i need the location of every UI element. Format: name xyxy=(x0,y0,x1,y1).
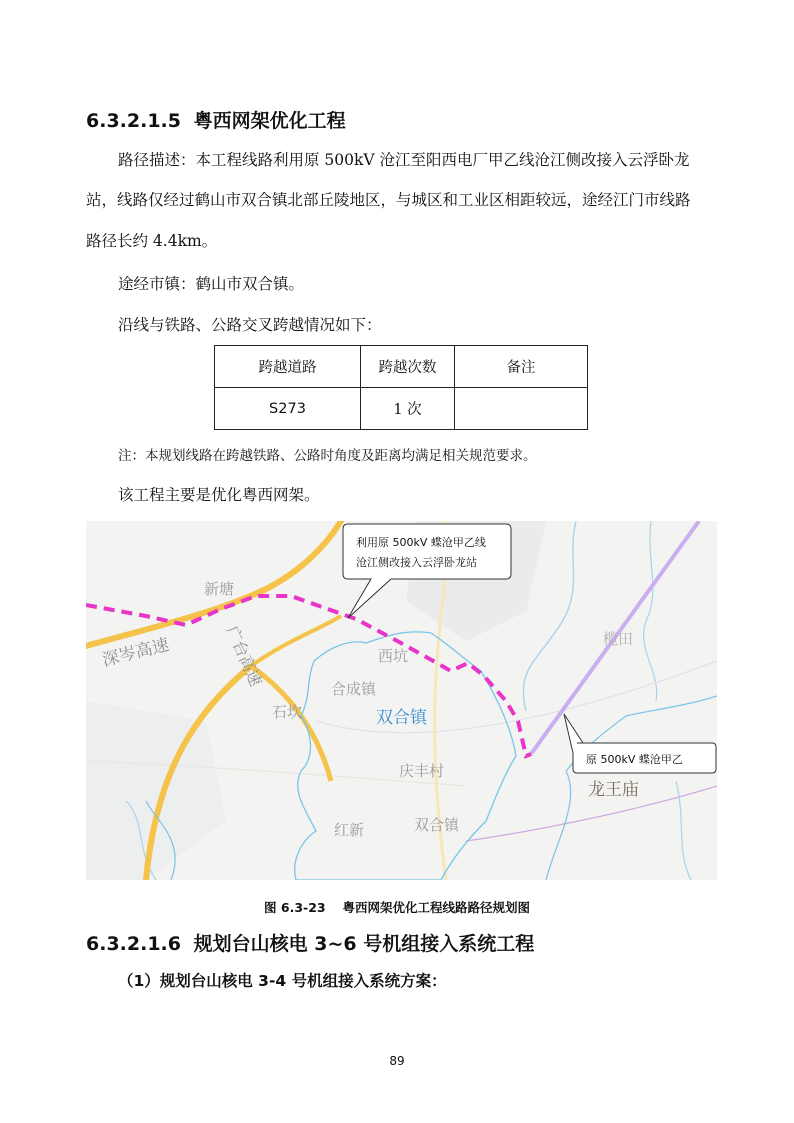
section-number: 6.3.2.1.5 xyxy=(86,110,181,132)
map-label-longwangmiao: 龙王庙 xyxy=(588,780,639,800)
page-number: 89 xyxy=(389,1054,405,1068)
cell-road: S273 xyxy=(215,388,361,430)
callout-top-line-1: 利用原 500kV 蝶沧甲乙线 xyxy=(356,536,486,549)
header-cell-road: 跨越道路 xyxy=(215,346,361,388)
towns-paragraph: 途经市镇：鹤山市双合镇。 xyxy=(118,275,305,293)
map-label-liantian: 榄田 xyxy=(603,630,634,648)
table-header-row xyxy=(215,346,588,388)
map-label-shuanghezhen-main: 双合镇 xyxy=(376,708,427,728)
section-heading-6-3-2-1-6 xyxy=(86,929,534,956)
header-cell-count: 跨越次数 xyxy=(361,346,455,388)
map-label-xidong: 西坑 xyxy=(378,647,409,665)
figure-caption: 图 6.3-23 粤西网架优化工程线路路径规划图 xyxy=(264,900,530,915)
route-description-line-1: 路径描述：本工程线路利用原 500kV 沧江至阳西电厂甲乙线沧江侧改接入云浮卧龙 xyxy=(118,151,690,169)
header-cell-remarks: 备注 xyxy=(455,346,588,388)
crossing-note: 注：本规划线路在跨越铁路、公路时角度及距离均满足相关规范要求。 xyxy=(118,448,537,464)
section-heading-6-3-2-1-5 xyxy=(86,106,346,133)
cell-count: 1 次 xyxy=(361,388,455,430)
map-label-guangtai: 广台高速 xyxy=(222,622,266,690)
map-label-xintang: 新塘 xyxy=(204,580,235,598)
section-title: 粤西网架优化工程 xyxy=(193,110,346,132)
purpose-paragraph: 该工程主要是优化粤西网架。 xyxy=(118,486,320,504)
cell-remarks xyxy=(455,388,588,430)
subsection-heading: （1）规划台山核电 3-4 号机组接入系统方案： xyxy=(118,972,447,990)
map-label-shikan: 石坎 xyxy=(272,703,303,721)
crossing-intro: 沿线与铁路、公路交叉跨越情况如下： xyxy=(118,316,382,334)
table-row xyxy=(215,388,588,430)
callout-top-line-2: 沧江侧改接入云浮卧龙站 xyxy=(356,556,477,569)
section-number: 6.3.2.1.6 xyxy=(86,933,181,955)
route-description-line-3: 路径长约 4.4km。 xyxy=(86,232,218,250)
route-map-svg xyxy=(86,521,717,880)
route-description-line-2: 站，线路仅经过鹤山市双合镇北部丘陵地区，与城区和工业区相距较远，途经江门市线路 xyxy=(86,191,691,209)
map-label-shenling: 深岑高速 xyxy=(100,634,172,671)
map-label-qingfengcun: 庆丰村 xyxy=(399,762,445,780)
crossing-table xyxy=(214,345,588,430)
section-title: 规划台山核电 3~6 号机组接入系统工程 xyxy=(193,933,535,955)
map-label-hongxin: 红新 xyxy=(334,821,365,839)
callout-right-text: 原 500kV 蝶沧甲乙 xyxy=(586,753,683,766)
route-map xyxy=(86,521,717,880)
map-label-shuanghezhen-sub: 双合镇 xyxy=(414,816,460,834)
map-label-hechengzhen: 合成镇 xyxy=(331,680,377,698)
